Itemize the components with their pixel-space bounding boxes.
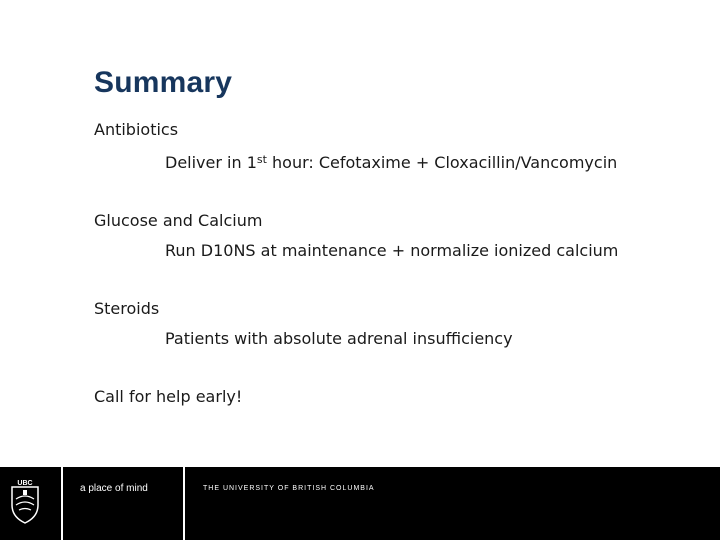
- ubc-logo: [8, 477, 42, 525]
- section-heading-antibiotics: Antibiotics: [94, 120, 179, 139]
- logo-text: UBC: [17, 480, 33, 487]
- footer-divider: [61, 467, 63, 540]
- closing-line: Call for help early!: [94, 387, 243, 406]
- footer-divider: [183, 467, 185, 540]
- footer-tagline: a place of mind: [80, 483, 148, 494]
- ubc-crest-icon: [8, 477, 42, 525]
- slide-title: Summary: [94, 66, 233, 99]
- footer-bar: [0, 467, 720, 540]
- section-detail-glucose: Run D10NS at maintenance + normalize ionized calcium: [165, 241, 619, 260]
- section-heading-glucose: Glucose and Calcium: [94, 211, 263, 230]
- section-detail-steroids: Patients with absolute adrenal insufficiency: [165, 329, 513, 348]
- section-heading-steroids: Steroids: [94, 299, 160, 318]
- slide-content: [94, 118, 694, 409]
- section-detail-antibiotics: Deliver in 1st hour: Cefotaxime + Cloxacillin/Vancomycin: [165, 153, 618, 172]
- footer-university: THE UNIVERSITY OF BRITISH COLUMBIA: [203, 485, 375, 492]
